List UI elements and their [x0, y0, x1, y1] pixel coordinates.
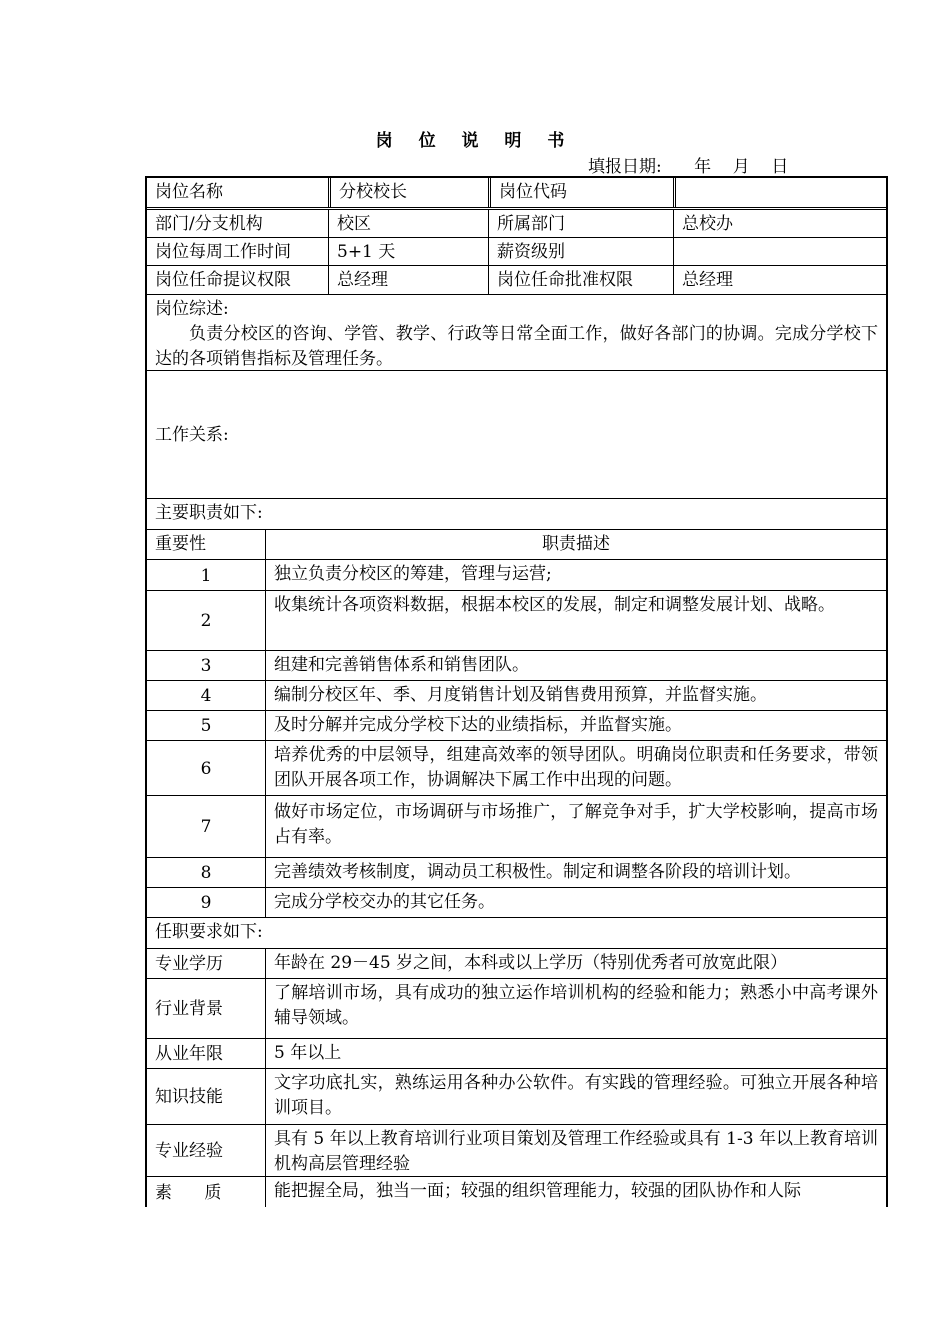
- label-salary-grade: 薪资级别: [488, 238, 673, 265]
- value-appoint-propose: 总经理: [328, 266, 488, 294]
- duty-rank: 5: [200, 716, 212, 736]
- summary-text: 负责分校区的咨询、学管、教学、行政等日常全面工作，做好各部门的协调。完成分学校下达的各项销售指标及管理任务。: [155, 324, 878, 369]
- label-parent-department: 所属部门: [488, 210, 673, 237]
- requirements-label-row: [147, 918, 886, 949]
- requirement-name: 素 质: [155, 1182, 222, 1203]
- requirement-row: [147, 1039, 886, 1069]
- summary-label: 岗位综述:: [155, 299, 229, 319]
- requirement-text: 了解培训市场，具有成功的独立运作培训机构的经验和能力；熟悉小中高考课外辅导领域。: [265, 979, 886, 1038]
- duty-row: [147, 741, 886, 796]
- duty-row: [147, 591, 886, 651]
- value-appoint-approve: 总经理: [673, 266, 886, 294]
- duty-row: [147, 711, 886, 741]
- value-position-name: 分校校长: [328, 178, 488, 207]
- duty-rank: 4: [200, 686, 212, 706]
- fill-date-line: 填报日期: 年 月 日: [588, 157, 789, 177]
- label-department: 部门/分支机构: [155, 214, 263, 234]
- requirement-text: 年龄在 29－45 岁之间，本科或以上学历（特别优秀者可放宽此限）: [265, 949, 886, 978]
- duties-label: 主要职责如下:: [155, 503, 263, 523]
- duty-rank: 7: [200, 817, 212, 837]
- requirement-text: 文字功底扎实，熟练运用各种办公软件。有实践的管理经验。可独立开展各种培训项目。: [265, 1069, 886, 1124]
- duty-rank: 8: [200, 863, 212, 883]
- label-position-code: 岗位代码: [488, 178, 673, 207]
- duties-label-row: [147, 499, 886, 530]
- requirement-name: 行业背景: [155, 999, 223, 1019]
- value-parent-department: 总校办: [673, 210, 886, 237]
- duty-text: 收集统计各项资料数据，根据本校区的发展，制定和调整发展计划、战略。: [265, 591, 886, 650]
- requirement-name: 知识技能: [155, 1087, 223, 1107]
- requirements-label: 任职要求如下:: [155, 922, 263, 942]
- value-position-code: [673, 178, 886, 207]
- requirement-row: [147, 949, 886, 979]
- header-importance: 重要性: [155, 534, 206, 554]
- job-description-table: [145, 176, 888, 1207]
- duty-row: [147, 681, 886, 711]
- label-position-name: 岗位名称: [155, 182, 223, 202]
- duties-header-row: [147, 530, 886, 560]
- duty-rank: 6: [200, 758, 212, 779]
- requirement-text: 能把握全局，独当一面；较强的组织管理能力，较强的团队协作和人际: [265, 1177, 886, 1207]
- duty-text: 及时分解并完成分学校下达的业绩指标，并监督实施。: [265, 711, 886, 740]
- summary-section: [147, 295, 886, 371]
- duty-text: 培养优秀的中层领导，组建高效率的领导团队。明确岗位职责和任务要求，带领团队开展各项工作，协调解决下属工作中出现的问题。: [265, 741, 886, 795]
- relations-section: [147, 371, 886, 499]
- info-row-department: [147, 210, 886, 238]
- requirement-name: 专业经验: [155, 1141, 223, 1161]
- duty-row: [147, 560, 886, 591]
- requirement-row: [147, 1125, 886, 1177]
- requirement-text: 5 年以上: [265, 1039, 886, 1068]
- duty-text: 完成分学校交办的其它任务。: [265, 888, 886, 917]
- requirement-name: 专业学历: [155, 954, 223, 974]
- duty-row: [147, 858, 886, 888]
- duty-row: [147, 651, 886, 681]
- duty-text: 编制分校区年、季、月度销售计划及销售费用预算，并监督实施。: [265, 681, 886, 710]
- value-department: 校区: [328, 210, 488, 237]
- document-title: 岗 位 说 明 书: [375, 131, 575, 151]
- label-appoint-propose: 岗位任命提议权限: [155, 270, 291, 290]
- duty-rank: 3: [200, 656, 212, 676]
- requirement-row: [147, 1069, 886, 1125]
- duty-rank: 2: [200, 611, 212, 631]
- duty-rank: 1: [200, 565, 212, 586]
- info-row-hours: [147, 238, 886, 266]
- duty-row: [147, 796, 886, 858]
- requirement-name: 从业年限: [155, 1044, 223, 1064]
- duty-rank: 9: [200, 893, 212, 913]
- requirement-text: 具有 5 年以上教育培训行业项目策划及管理工作经验或具有 1-3 年以上教育培训机构高层管理经验: [265, 1125, 886, 1176]
- value-salary-grade: [673, 238, 886, 265]
- info-row-position: [147, 178, 886, 210]
- duty-text: 完善绩效考核制度，调动员工积极性。制定和调整各阶段的培训计划。: [265, 858, 886, 887]
- duty-row: [147, 888, 886, 918]
- duty-text: 独立负责分校区的筹建，管理与运营;: [265, 560, 886, 590]
- label-appoint-approve: 岗位任命批准权限: [488, 266, 673, 294]
- header-description: 职责描述: [265, 530, 886, 559]
- requirement-row: [147, 979, 886, 1039]
- relations-label: 工作关系:: [155, 425, 229, 445]
- info-row-appointment: [147, 266, 886, 295]
- value-weekly-hours: 5+1 天: [328, 238, 488, 265]
- duty-text: 做好市场定位，市场调研与市场推广，了解竞争对手，扩大学校影响，提高市场占有率。: [265, 796, 886, 857]
- duty-text: 组建和完善销售体系和销售团队。: [265, 651, 886, 680]
- label-weekly-hours: 岗位每周工作时间: [155, 242, 291, 262]
- requirement-row: [147, 1177, 886, 1207]
